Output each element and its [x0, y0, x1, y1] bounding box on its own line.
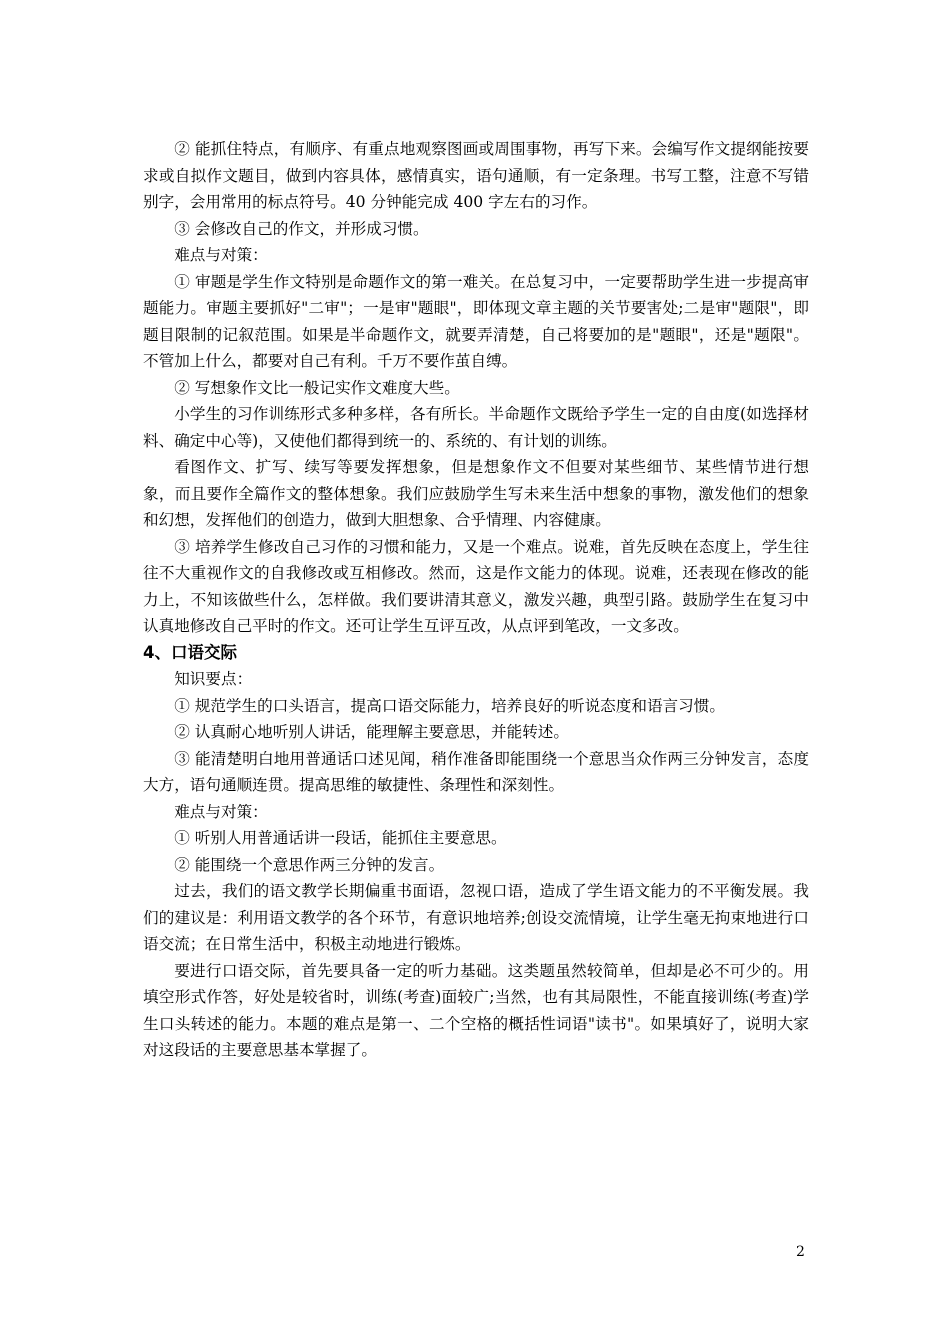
page-number: 2	[796, 1244, 805, 1260]
paragraph: ② 能抓住特点，有顺序、有重点地观察图画或周围事物，再写下来。会编写作文提纲能按要求或自拟作文题目，做到内容具体，感情真实，语句通顺，有一定条理。书写工整，注意不写错别字，会用常用的标点符号。40 分钟能完成 400 字左右的习作。	[143, 140, 809, 211]
paragraph: ① 审题是学生作文特别是命题作文的第一难关。在总复习中，一定要帮助学生进一步提高审题能力。审题主要抓好"二审"；一是审"题眼"，即体现文章主题的关节要害处;二是审"题限"，即题目限制的记叙范围。如果是半命题作文，就要弄清楚，自己将要加的是"题眼"，还是"题限"。不管加上什么，都要对自己有利。千万不要作茧自缚。	[143, 272, 809, 370]
paragraph: ③ 能清楚明白地用普通话口述见闻，稍作准备即能围绕一个意思当众作两三分钟发言，态度大方，语句通顺连贯。提高思维的敏捷性、条理性和深刻性。	[143, 749, 809, 794]
paragraph: 看图作文、扩写、续写等要发挥想象，但是想象作文不但要对某些细节、某些情节进行想象，而且要作全篇作文的整体想象。我们应鼓励学生写未来生活中想象的事物，激发他们的想象和幻想，发挥他们的创造力，做到大胆想象、合乎情理、内容健康。	[143, 458, 809, 529]
paragraph: 难点与对策：	[174, 246, 268, 264]
paragraph: ② 认真耐心地听别人讲话，能理解主要意思，并能转述。	[174, 723, 569, 741]
paragraph: ① 规范学生的口头语言，提高口语交际能力，培养良好的听说态度和语言习惯。	[174, 696, 725, 715]
paragraph: ② 写想象作文比一般记实作文难度大些。	[174, 378, 460, 397]
paragraph: 过去，我们的语文教学长期偏重书面语，忽视口语，造成了学生语文能力的不平衡发展。我们的建议是：利用语文教学的各个环节，有意识地培养;创设交流情境，让学生毫无拘束地进行口语交流；在日常生活中，积极主动地进行锻炼。	[143, 882, 809, 953]
paragraph: 难点与对策：	[174, 802, 268, 821]
paragraph: ③ 培养学生修改自己习作的习惯和能力，又是一个难点。说难，首先反映在态度上，学生往往不大重视作文的自我修改或互相修改。然而，这是作文能力的体现。说难，还表现在修改的能力上，不知该做些什么，怎样做。我们要讲清其意义，激发兴趣，典型引路。鼓励学生在复习中认真地修改自己平时的作文。还可让学生互评互改，从点评到笔改，一文多改。	[143, 537, 809, 635]
paragraph: ③ 会修改自己的作文，并形成习惯。	[174, 219, 429, 238]
paragraph: 知识要点：	[174, 670, 253, 688]
paragraph: 小学生的习作训练形式多种多样，各有所长。半命题作文既给予学生一定的自由度(如选择材料、确定中心等)，又使他们都得到统一的、系统的、有计划的训练。	[143, 405, 809, 450]
document-body	[143, 136, 809, 1064]
section-heading: 4、口语交际	[143, 642, 237, 662]
paragraph: ① 听别人用普通话讲一段话，能抓住主要意思。	[174, 829, 507, 847]
paragraph: 要进行口语交际，首先要具备一定的听力基础。这类题虽然较简单，但却是必不可少的。用填空形式作答，好处是较省时，训练(考查)面较广;当然，也有其局限性，不能直接训练(考查)学生口头转述的能力。本题的难点是第一、二个空格的概括性词语"读书"。如果填好了，说明大家对这段话的主要意思基本掌握了。	[143, 961, 809, 1059]
paragraph: ② 能围绕一个意思作两三分钟的发言。	[174, 855, 445, 874]
